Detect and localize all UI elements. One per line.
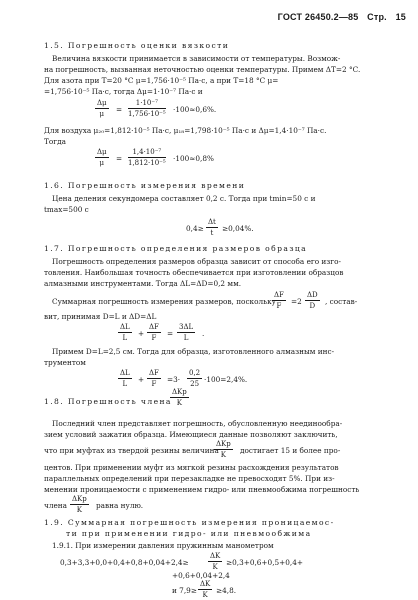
equals-sign: = — [167, 329, 174, 338]
text-line: Погрешность определения размеров образца зависит от способа его изго- — [52, 257, 341, 266]
text-line: что при муфтах из твердой резины величина — [44, 446, 219, 455]
text-line: , состав- — [325, 297, 358, 306]
text-line: вит, принимая D=L и ΔD=ΔL — [44, 312, 157, 321]
equation-result: ·100=2,4%. — [204, 375, 248, 384]
text-line: равна нулю. — [96, 501, 144, 510]
equation-result: ·100≈0,8% — [173, 154, 214, 163]
fraction-dK-K: $\frac{\Delta K}{K}$ — [200, 580, 211, 599]
formula-line: ≥0,3+0,6+0,5+0,4+ — [226, 558, 303, 567]
fraction-02-25: $\frac{0,2}{25}$ — [189, 369, 201, 388]
text-line: Тогда — [44, 137, 66, 146]
fraction-dL-L: $\frac{\Delta L}{L}$ — [120, 323, 130, 342]
fraction-dKp-K: ΔKp K — [172, 388, 187, 407]
text-line: трументом — [44, 358, 86, 367]
section-heading-1-6: 1.6. Погрешность измерения времени — [44, 181, 246, 190]
equals-sign: = — [116, 154, 123, 163]
fraction-values: $\frac{\text{1·10⁻⁷}}{\text{1,756·10⁻⁵}}$ — [128, 99, 166, 118]
equation-result: ·100≈0,6%. — [173, 105, 217, 114]
text-line: tmax=500 с — [44, 205, 89, 214]
fraction-dL-L: $\frac{\Delta L}{L}$ — [120, 369, 130, 388]
fraction-values: $\frac{\text{1,4·10⁻⁷}}{\text{1,812·10⁻⁵}}$ — [128, 148, 166, 167]
text-line: параллельных определений при перезакладке не превосходят 5%. При из- — [44, 474, 335, 483]
equals-sign: = — [116, 105, 123, 114]
period: . — [202, 329, 205, 338]
text-line: менении проницаемости с применением гидро- или пневмообжима погрешность — [44, 485, 360, 494]
page-header — [272, 12, 406, 22]
section-heading-1-9: 1.9. Суммарная погрешность измерения проницаемос- — [44, 518, 335, 527]
text-line: достигает 15 и более про- — [240, 446, 341, 455]
fraction-dD-D: $\frac{\Delta D}{D}$ — [307, 291, 318, 310]
section-heading-1-5: 1.5. Погрешность оценки вязкости — [44, 41, 230, 50]
formula-line: и 7,9≥ — [172, 586, 197, 595]
fraction-dKp-K: ΔKp K — [72, 495, 87, 514]
text-line: Последний член представляет погрешность, обусловленную неединообра- — [52, 419, 343, 428]
standard-number: ГОСТ 26450.2—85 — [277, 12, 359, 22]
fraction-dF-F: $\frac{\Delta F}{F}$ — [149, 323, 159, 342]
text-line: центов. При применении муфт из мягкой резины расхождения результатов — [44, 463, 339, 472]
section-heading-1-8: 1.8. Погрешность члена — [44, 397, 172, 406]
fraction-dmu-mu: $\frac{\Delta\mu}{\mu}$ — [97, 99, 107, 118]
text-line: =1,756·10⁻⁵ Па·с, тогда Δμ=1·10⁻⁷ Па·с и — [44, 87, 203, 96]
page-number: 15 — [395, 12, 406, 22]
fraction-dmu-mu: $\frac{\Delta\mu}{\mu}$ — [97, 148, 107, 167]
text-line: Для воздуха μ₂₀=1,812·10⁻⁵ Па·с, μ₁₈=1,798·10⁻⁵ Па·с и Δμ=1,4·10⁻⁷ Па·с. — [44, 126, 327, 135]
formula-line: +0,6+0,04+2,4 — [172, 571, 230, 580]
inequality-lhs: 0,4≥ — [186, 224, 204, 233]
section-heading-1-9-cont: ти при применении гидро- или пневмообжима — [66, 529, 312, 538]
text-line: алмазными инструментами. Тогда ΔL=ΔD=0,2 мм. — [44, 279, 242, 288]
fraction-3dL-L: $\frac{3\Delta L}{L}$ — [179, 323, 194, 342]
formula-line: ≥4,8. — [216, 586, 237, 595]
text-line: Суммарная погрешность измерения размеров, поскольку — [52, 297, 276, 306]
text-line: Цена деления секундомера составляет 0,2 с. Тогда при tmin=50 с и — [52, 194, 316, 203]
fraction-dK-K: $\frac{\Delta K}{K}$ — [210, 552, 221, 571]
text-line: Величина вязкости принимается в зависимости от температуры. Возмож- — [52, 54, 341, 63]
formula-part: =3· — [167, 375, 181, 384]
text-line: члена — [44, 501, 67, 510]
text-line: 1.9.1. При измерении давления пружинным манометром — [52, 541, 274, 550]
fraction-dKp-K: ΔKp K — [216, 440, 231, 459]
text-line: товления. Наибольшая точность обеспечивается при изготовлении образцов — [44, 268, 344, 277]
fraction-dF-F: $\frac{\Delta F}{F}$ — [149, 369, 159, 388]
plus-sign: + — [138, 329, 145, 338]
page-label: Стр. — [367, 12, 387, 22]
text-line: Для азота при T=20 °C μ=1,756·10⁻⁵ Па·с, а при T=18 °C μ= — [44, 76, 279, 85]
formula-line: 0,3+3,3+0,0+0,4+0,8+0,04+2,4≥ — [60, 558, 189, 567]
fraction-dt-t: $\frac{\Delta t}{t}$ — [208, 218, 216, 237]
text-line: Примем D=L=2,5 см. Тогда для образца, изготовленного алмазным инс- — [52, 347, 335, 356]
inequality-rhs: ≥0,04%. — [222, 224, 254, 233]
fraction-dF-F: $\frac{\Delta F}{F}$ — [274, 291, 284, 310]
plus-sign: + — [138, 375, 145, 384]
text-line: зием условий зажатия образца. Имеющиеся данные позволяют заключить, — [44, 430, 338, 439]
section-heading-1-7: 1.7. Погрешность определения размеров образца — [44, 244, 308, 253]
text-line: на погрешность, вызванная неточностью оценки температуры. Примем ΔT=2 °C. — [44, 65, 361, 74]
formula-part: =2 — [291, 297, 302, 306]
